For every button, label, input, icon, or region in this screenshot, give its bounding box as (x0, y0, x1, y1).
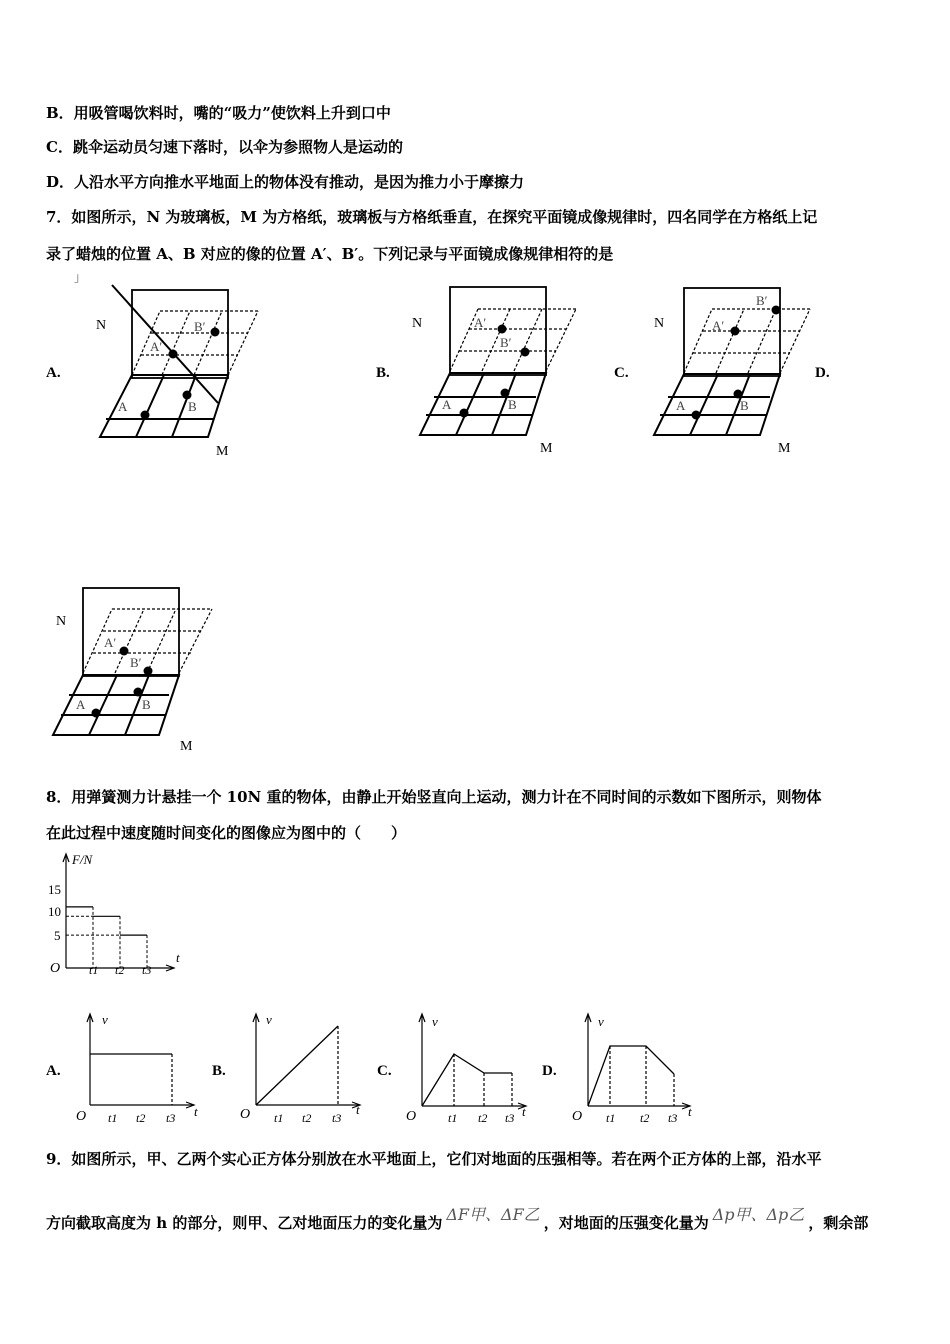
question-9-line1: 9．如图所示，甲、乙两个实心正方体分别放在水平地面上，它们对地面的压强相等。若在两个正方体的上部，沿水平 (46, 1150, 822, 1168)
label-a: A (118, 399, 128, 414)
x-tick-t2: t2 (302, 1111, 312, 1125)
q9-text-c: ，剩余部 (808, 1214, 869, 1232)
label-a: A (676, 398, 686, 413)
y-tick-15: 15 (48, 882, 61, 897)
stray-mark: 」 (74, 270, 87, 284)
q7-figure-a (96, 285, 276, 465)
velocity-line (422, 1054, 512, 1106)
point-a (460, 409, 469, 418)
q7-figure-b (412, 285, 592, 465)
question-9-line2 (46, 1205, 869, 1233)
q9-text-a: 方向截取高度为 h 的部分，则甲、乙对地面压力的变化量为 (46, 1214, 443, 1232)
x-tick-t2: t2 (478, 1111, 488, 1125)
q7-option-a-label: A. (46, 365, 61, 381)
v-label: v (102, 1012, 108, 1027)
v-label: v (598, 1014, 604, 1029)
label-b: B (142, 697, 151, 712)
option-d-text: D．人沿水平方向推水平地面上的物体没有推动，是因为推力小于摩擦力 (46, 173, 525, 191)
q7-option-c-label: C. (614, 365, 629, 381)
point-b (734, 390, 743, 399)
q8-option-b-label: B. (212, 1063, 226, 1079)
origin-label: O (406, 1109, 417, 1124)
x-tick-t1: t1 (274, 1111, 284, 1125)
t-label: t (356, 1102, 360, 1117)
x-tick-t3: t3 (166, 1111, 176, 1125)
label-m: M (216, 444, 229, 459)
x-tick-t3: t3 (142, 963, 152, 977)
label-m: M (540, 441, 553, 456)
f-axis-label: F/N (72, 852, 93, 867)
y-tick-10: 10 (48, 904, 61, 919)
origin-label: O (76, 1109, 87, 1124)
label-b: B (740, 398, 749, 413)
point-a (141, 411, 150, 420)
vt-graph-b (236, 1010, 366, 1125)
vt-graph-c (402, 1010, 532, 1125)
velocity-line (256, 1026, 338, 1105)
x-tick-t2: t2 (136, 1111, 146, 1125)
label-b-prime: B′ (500, 335, 512, 350)
v-label: v (266, 1012, 272, 1027)
q8-option-d-label: D. (542, 1063, 557, 1079)
origin-label: O (50, 961, 61, 976)
x-tick-t3: t3 (332, 1111, 342, 1125)
point-b-prime (772, 306, 781, 315)
force-time-graph (46, 850, 196, 980)
question-8-line1: 8．用弹簧测力计悬挂一个 10N 重的物体，由静止开始竖直向上运动，测力计在不同时间的示数如下图所示，则物体 (46, 788, 822, 806)
label-b-prime: B′ (130, 655, 142, 670)
label-a: A (76, 697, 86, 712)
velocity-line (588, 1046, 674, 1106)
x-tick-t1: t1 (448, 1111, 458, 1125)
label-a-prime: A′ (712, 318, 725, 333)
delta-f-formula: ΔF甲、ΔF乙 (446, 1205, 540, 1224)
point-a-prime (169, 350, 178, 359)
point-b-prime (144, 667, 153, 676)
label-m: M (778, 441, 791, 456)
point-b (134, 688, 143, 697)
point-b (501, 389, 510, 398)
question-8-line2: 在此过程中速度随时间变化的图像应为图中的（ ） (46, 824, 407, 842)
vt-graph-d (570, 1010, 700, 1125)
label-n: N (412, 316, 423, 331)
label-n: N (96, 318, 107, 333)
x-tick-t2: t2 (640, 1111, 650, 1125)
q8-option-c-label: C. (377, 1063, 392, 1079)
label-a-prime: A′ (474, 315, 487, 330)
q7-option-d-label: D. (815, 365, 830, 381)
label-b: B (508, 397, 517, 412)
x-tick-t1: t1 (108, 1111, 118, 1125)
label-n: N (56, 614, 67, 629)
vt-graph-a (70, 1010, 200, 1125)
option-c-text: C．跳伞运动员匀速下落时，以伞为参照物人是运动的 (46, 138, 403, 156)
point-a-prime (731, 327, 740, 336)
q9-text-b: ，对地面的压强变化量为 (543, 1214, 709, 1232)
question-7-line1: 7．如图所示，N 为玻璃板，M 为方格纸，玻璃板与方格纸垂直，在探究平面镜成像规律时，四名同学在方格纸上记 (46, 208, 818, 226)
question-7-line2: 录了蜡烛的位置 A、B 对应的像的位置 A′、B′。下列记录与平面镜成像规律相符的是 (46, 245, 614, 263)
point-b-prime (211, 328, 220, 337)
label-b-prime: B′ (756, 293, 768, 308)
t-label: t (688, 1104, 692, 1119)
delta-p-formula: Δp甲、Δp乙 (712, 1205, 805, 1224)
label-m: M (180, 739, 193, 754)
x-tick-t1: t1 (89, 963, 99, 977)
x-tick-t1: t1 (606, 1111, 616, 1125)
q7-figure-c (646, 285, 826, 465)
x-tick-t3: t3 (668, 1111, 678, 1125)
label-a-prime: A′ (150, 339, 163, 354)
y-tick-5: 5 (54, 928, 61, 943)
t-label: t (194, 1104, 198, 1119)
v-label: v (432, 1014, 438, 1029)
x-tick-t3: t3 (505, 1111, 515, 1125)
t-axis-label: t (176, 950, 180, 965)
point-a (692, 411, 701, 420)
q7-option-b-label: B. (376, 365, 390, 381)
point-b (183, 391, 192, 400)
label-a: A (442, 397, 452, 412)
label-b-prime: B′ (194, 319, 206, 334)
x-tick-t2: t2 (115, 963, 125, 977)
point-b-prime (521, 348, 530, 357)
option-b-text: B．用吸管喝饮料时，嘴的“吸力”使饮料上升到口中 (46, 104, 391, 122)
point-a (92, 709, 101, 718)
label-b: B (188, 399, 197, 414)
point-a-prime (120, 647, 129, 656)
label-n: N (654, 316, 665, 331)
q8-option-a-label: A. (46, 1063, 61, 1079)
origin-label: O (572, 1109, 583, 1124)
q7-figure-d (50, 585, 230, 765)
point-a-prime (498, 325, 507, 334)
origin-label: O (240, 1107, 251, 1122)
label-a-prime: A′ (104, 635, 117, 650)
t-label: t (522, 1104, 526, 1119)
